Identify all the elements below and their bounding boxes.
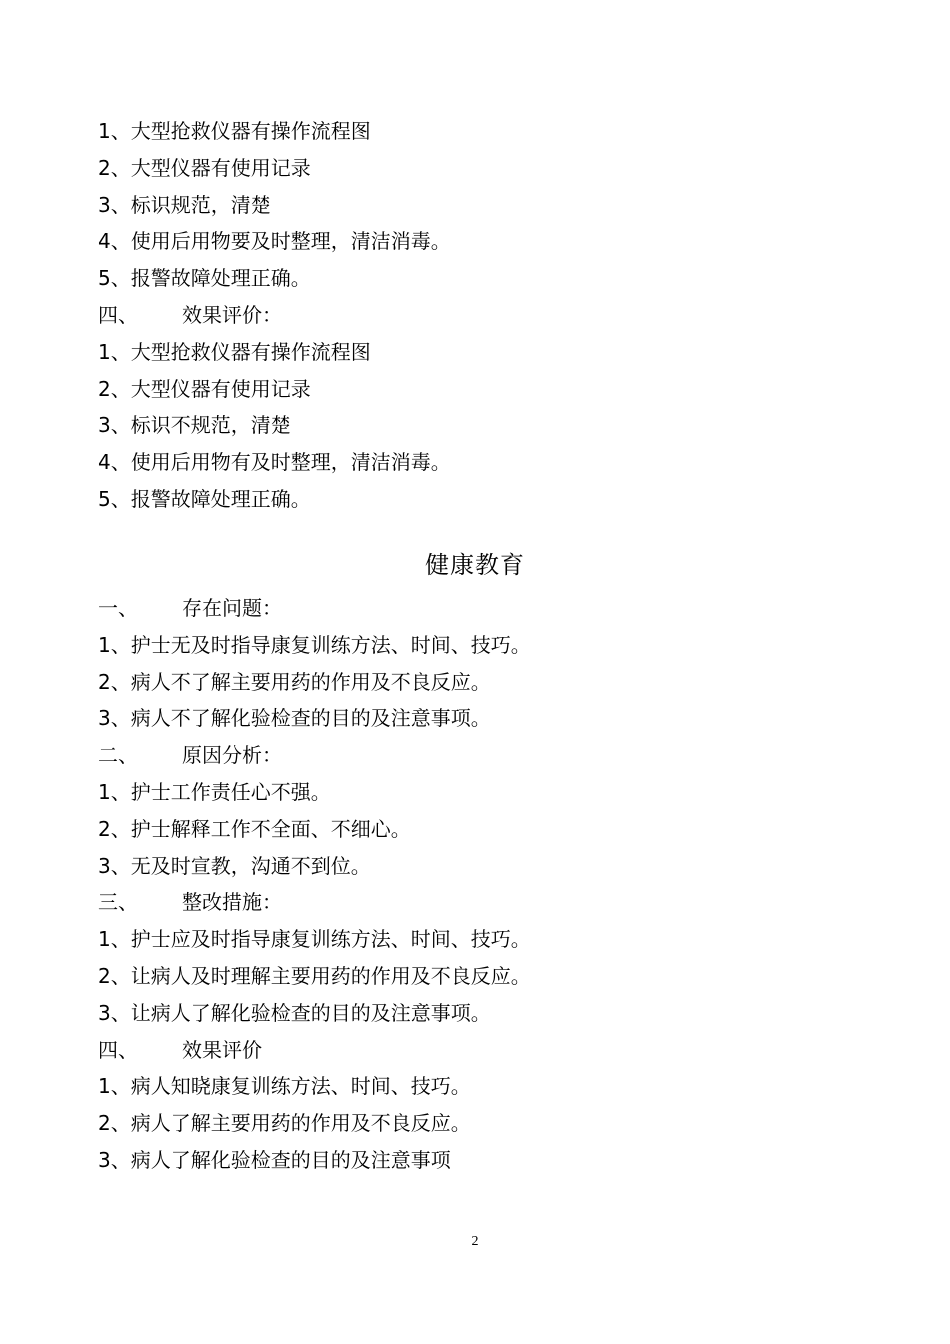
list-item: 3、让病人了解化验检查的目的及注意事项。: [98, 1000, 491, 1025]
list-item: 1、护士应及时指导康复训练方法、时间、技巧。: [98, 927, 531, 952]
section-heading: [98, 297, 878, 334]
section-heading: [98, 590, 878, 627]
section-heading: [98, 737, 878, 774]
section-title: 健康教育: [425, 551, 525, 579]
list-item: 2、病人不了解主要用药的作用及不良反应。: [98, 669, 491, 694]
list-item: 1、护士无及时指导康复训练方法、时间、技巧。: [98, 632, 531, 657]
list-item: 4、使用后用物有及时整理，清洁消毒。: [98, 450, 451, 475]
section-heading: [98, 1032, 878, 1069]
list-item: 5、报警故障处理正确。: [98, 486, 311, 511]
list-item: 3、标识规范，清楚: [98, 192, 271, 217]
section-heading-text: 原因分析：: [182, 743, 282, 768]
evaluation-block: [98, 113, 878, 518]
list-item: 5、报警故障处理正确。: [98, 266, 311, 291]
section-heading-number: 三、: [98, 890, 138, 915]
section-heading-text: 整改措施：: [182, 890, 282, 915]
list-item: 3、无及时宣教，沟通不到位。: [98, 853, 371, 878]
list-item: 1、护士工作责任心不强。: [98, 779, 331, 804]
health-education-block: [98, 590, 878, 1179]
list-item: 3、病人了解化验检查的目的及注意事项: [98, 1147, 451, 1172]
section-heading-number: 一、: [98, 596, 138, 620]
page-number: 2: [471, 1234, 479, 1249]
list-item: 2、让病人及时理解主要用药的作用及不良反应。: [98, 963, 531, 988]
section-heading-number: 二、: [98, 743, 138, 768]
list-item: 4、使用后用物要及时整理，清洁消毒。: [98, 229, 451, 254]
section-heading-text: 效果评价：: [182, 302, 282, 327]
list-item: 2、病人了解主要用药的作用及不良反应。: [98, 1111, 471, 1136]
section-heading-number: 四、: [98, 302, 138, 327]
list-item: 3、病人不了解化验检查的目的及注意事项。: [98, 706, 491, 731]
section-heading-text: 存在问题：: [182, 596, 282, 620]
list-item: 1、大型抢救仪器有操作流程图: [98, 339, 371, 364]
section-heading: [98, 884, 878, 921]
list-item: 1、病人知晓康复训练方法、时间、技巧。: [98, 1074, 471, 1099]
list-item: 2、大型仪器有使用记录: [98, 155, 311, 180]
list-item: 1、大型抢救仪器有操作流程图: [98, 119, 371, 143]
section-heading-number: 四、: [98, 1037, 138, 1062]
list-item: 3、标识不规范，清楚: [98, 413, 291, 438]
section-heading-text: 效果评价: [182, 1037, 262, 1062]
list-item: 2、大型仪器有使用记录: [98, 376, 311, 401]
list-item: 2、护士解释工作不全面、不细心。: [98, 816, 411, 841]
